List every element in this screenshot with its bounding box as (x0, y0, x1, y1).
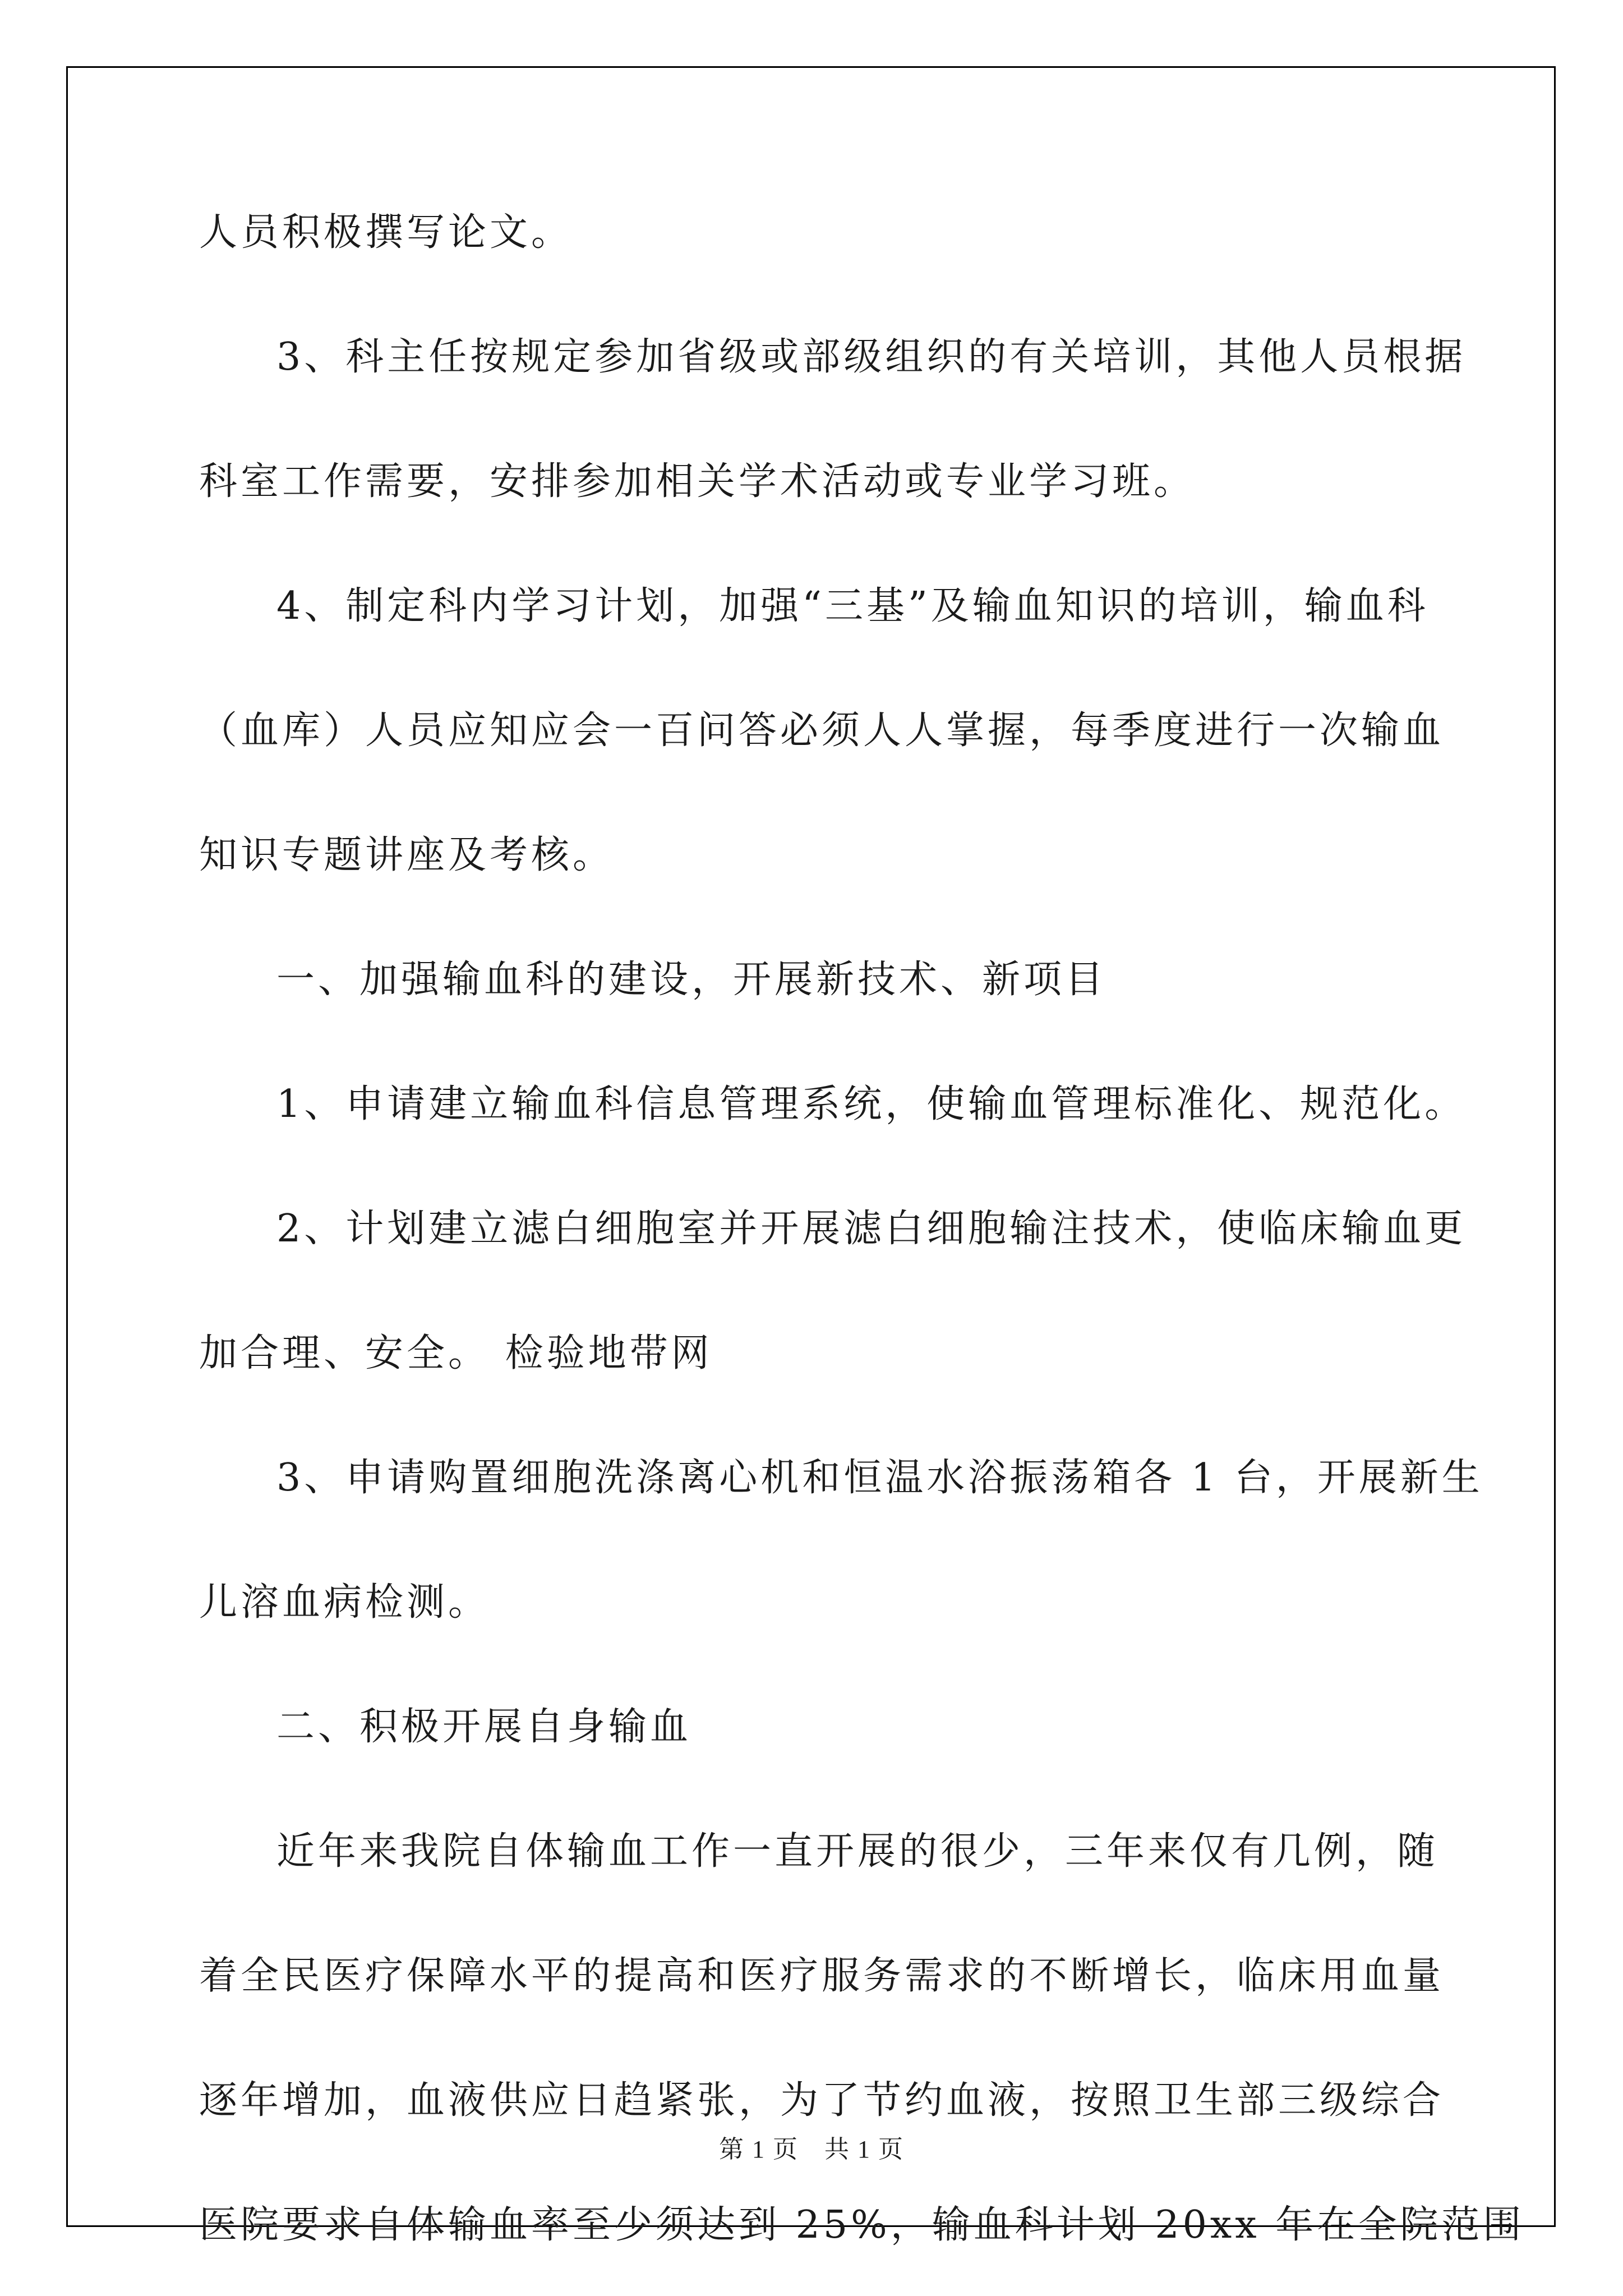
text-line: 4、制定科内学习计划，加强“三基”及输血知识的培训，输血科 (276, 584, 1429, 628)
text-line: 近年来我院自体输血工作一直开展的很少，三年来仅有几例，随 (276, 1829, 1439, 1874)
text-line: 知识专题讲座及考核。 (199, 833, 615, 877)
text-line: （血库）人员应知应会一百问答必须人人掌握，每季度进行一次输血 (199, 708, 1445, 753)
section-heading: 一、加强输血科的建设，开展新技术、新项目 (276, 958, 1107, 1002)
text-line: 医院要求自体输血率至少须达到 25%，输血科计划 20xx 年在全院范围 (199, 2203, 1525, 2247)
page-footer: 第 1 页 共 1 页 (719, 2136, 904, 2163)
document-body (199, 208, 1525, 2251)
text-line: 人员积极撰写论文。 (199, 210, 573, 255)
text-line: 3、科主任按规定参加省级或部级组织的有关培训，其他人员根据 (276, 335, 1467, 379)
text-line: 着全民医疗保障水平的提高和医疗服务需求的不断增长，临床用血量 (199, 1954, 1445, 1998)
text-line: 1、申请建立输血科信息管理系统，使输血管理标准化、规范化。 (276, 1082, 1467, 1126)
section-heading: 二、积极开展自身输血 (276, 1705, 692, 1749)
text-line: 儿溶血病检测。 (199, 1580, 490, 1625)
text-line: 3、申请购置细胞洗涤离心机和恒温水浴振荡箱各 1 台，开展新生 (276, 1456, 1483, 1500)
text-line: 科室工作需要，安排参加相关学术活动或专业学习班。 (199, 459, 1196, 504)
text-line: 2、计划建立滤白细胞室并开展滤白细胞输注技术，使临床输血更 (276, 1207, 1467, 1251)
text-line: 加合理、安全。 检验地带网 (199, 1331, 713, 1375)
text-line: 逐年增加，血液供应日趋紧张，为了节约血液，按照卫生部三级综合 (199, 2078, 1445, 2123)
